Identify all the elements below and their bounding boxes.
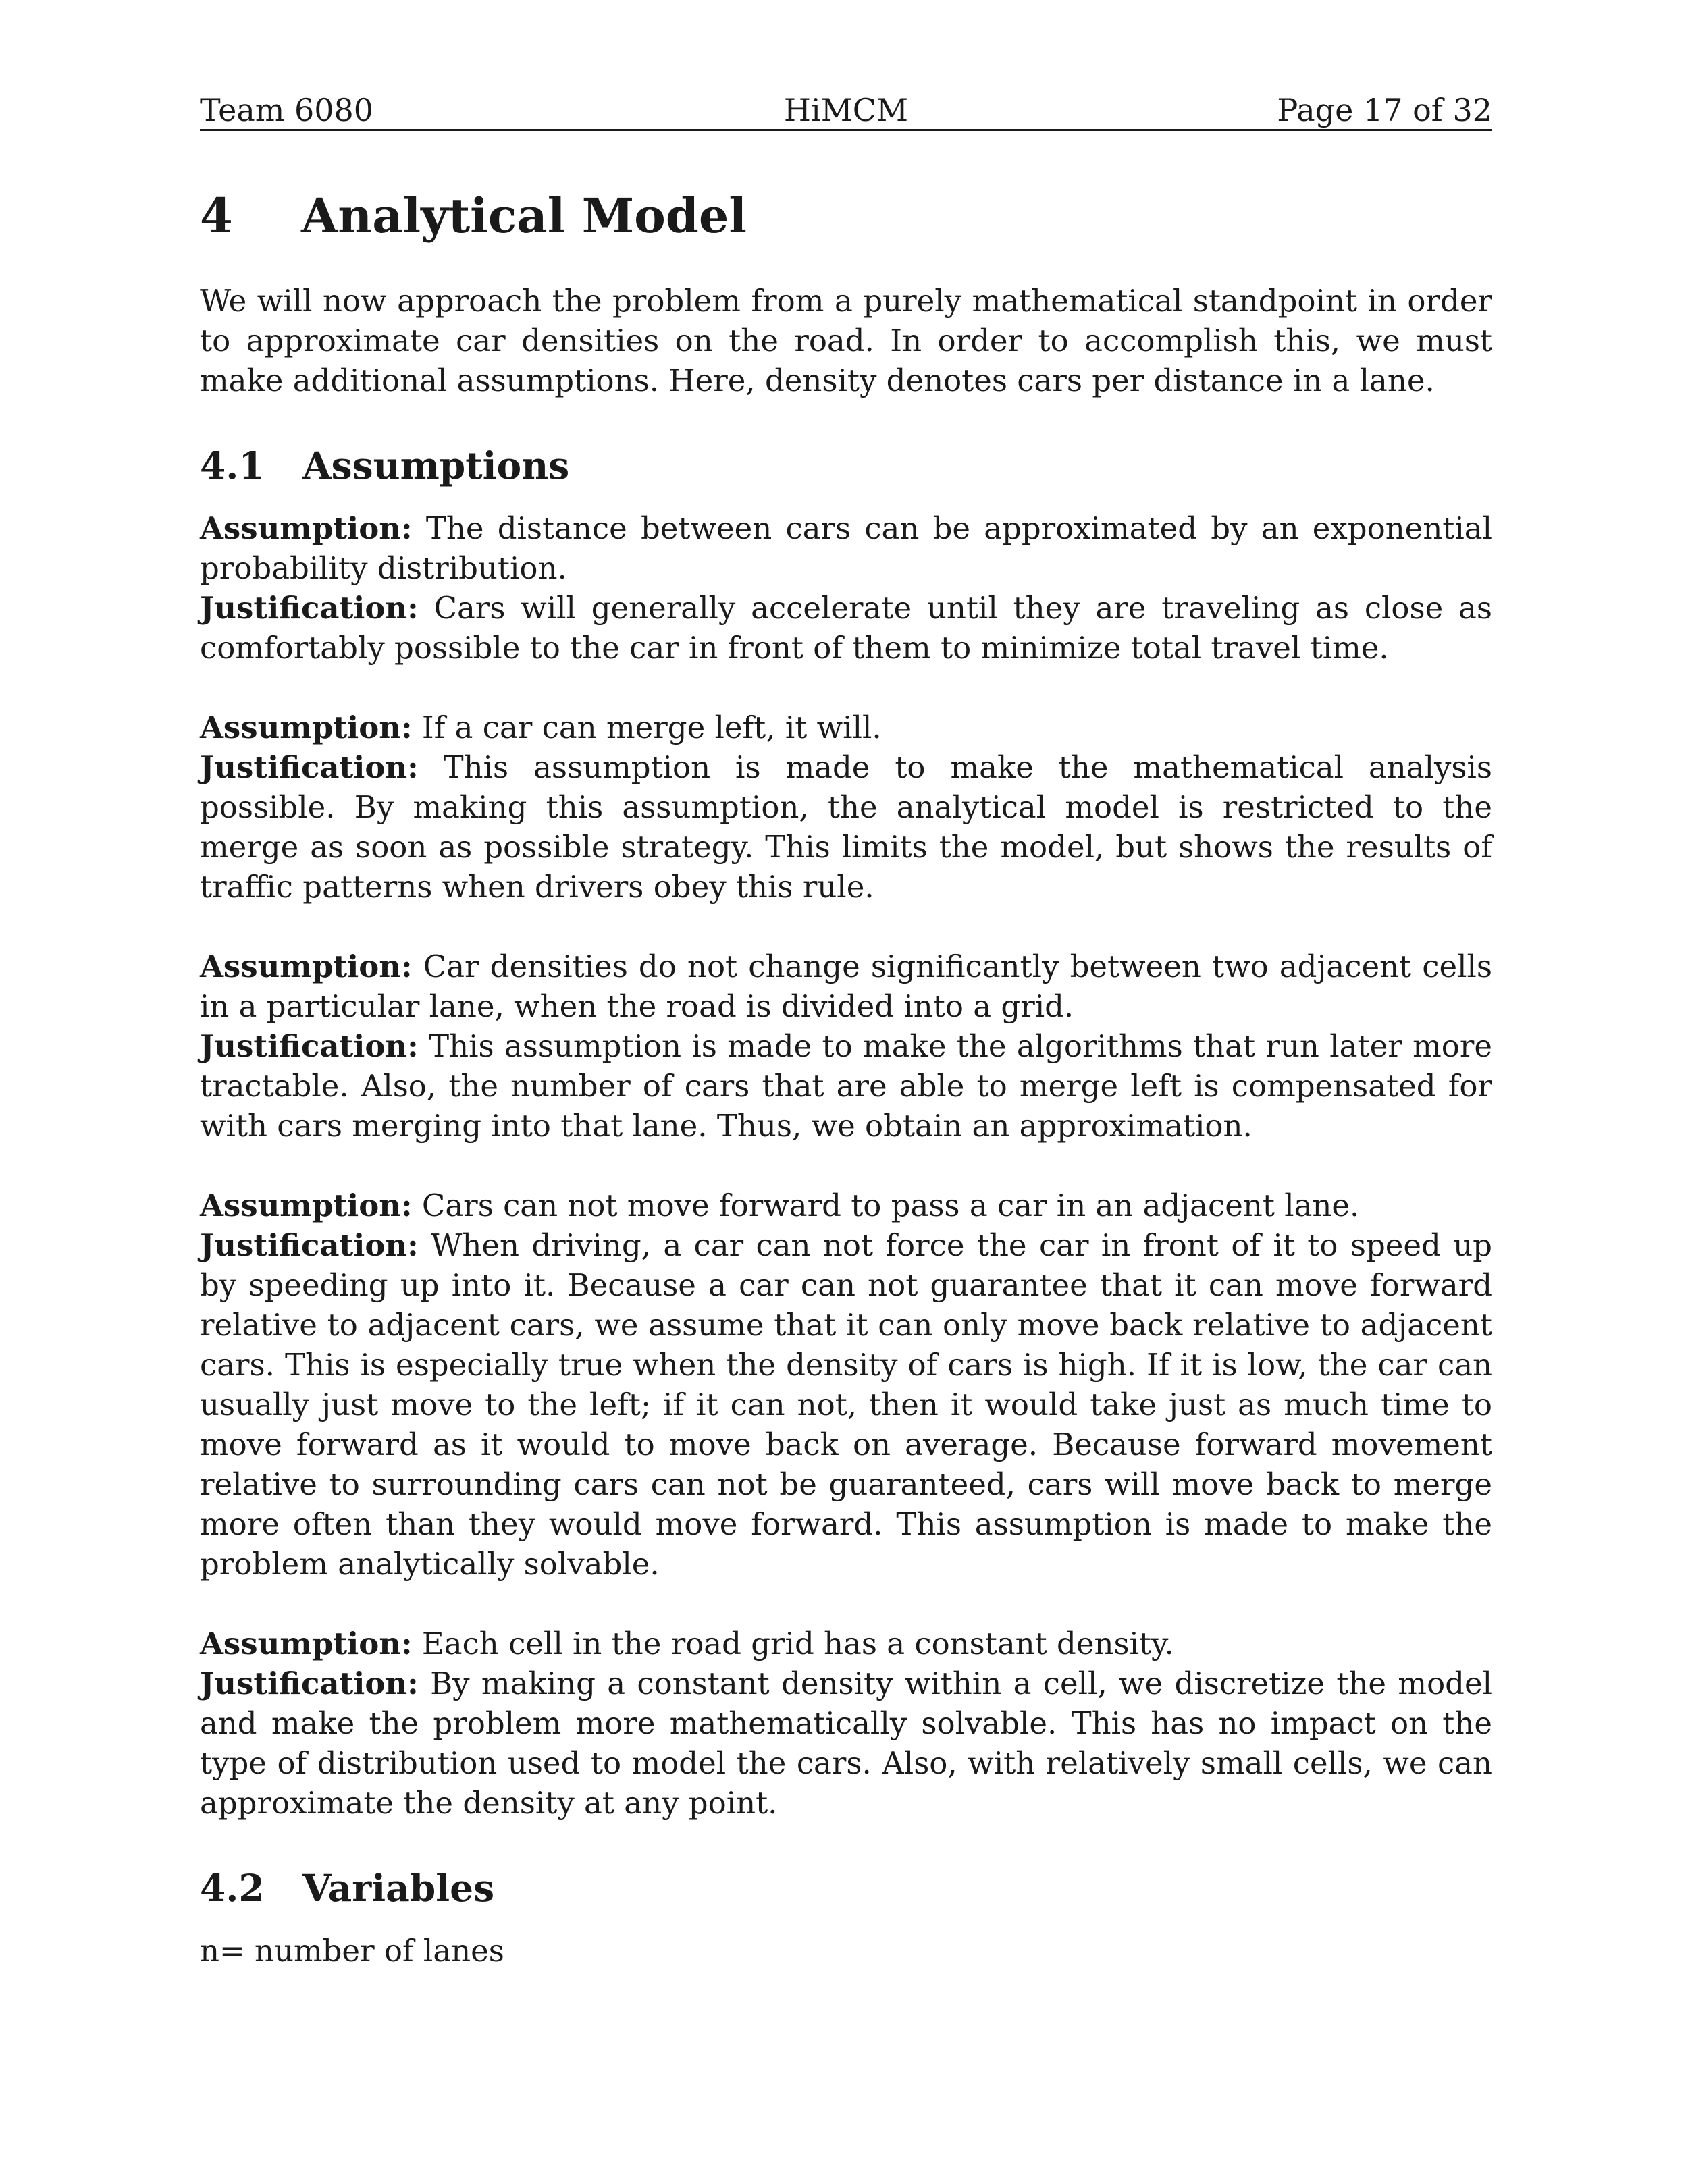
subsection-title: Variables (302, 1866, 495, 1910)
subsection-heading-variables (200, 1865, 1492, 1912)
assumption-label: Assumption: (200, 1626, 413, 1661)
assumption-label: Assumption: (200, 949, 413, 984)
assumption-block (200, 508, 1492, 668)
justification-label: Justification: (200, 749, 419, 785)
justification-body: By making a constant density within a cell, we discretize the model and make the problem more mathematically solvable. This has no impact on the type of distribution used to model the cars. Also, with relatively small cells, we can approximate the density at any point. (200, 1666, 1492, 1821)
justification-body: Cars will generally accelerate until they are traveling as close as comfortably possible to the car in front of them to minimize total travel time. (200, 590, 1492, 666)
justification-text (200, 1026, 1492, 1146)
section-intro-paragraph: We will now approach the problem from a purely mathematical standpoint in order to approximate car densities on the road. In order to accomplish this, we must make additional assumptions. Here, density denotes cars per distance in a lane. (200, 283, 1492, 398)
justification-text (200, 588, 1492, 668)
header-contest: HiMCM (783, 92, 909, 128)
running-header (200, 91, 1492, 131)
header-page-number: Page 17 of 32 (1277, 92, 1492, 128)
assumption-label: Assumption: (200, 510, 413, 546)
assumption-label: Assumption: (200, 710, 413, 745)
assumption-body: If a car can merge left, it will. (421, 710, 882, 745)
justification-label: Justification: (200, 1028, 419, 1064)
assumption-block (200, 1624, 1492, 1823)
assumption-body: The distance between cars can be approximated by an exponential probability distribution. (200, 510, 1492, 586)
page-content (200, 182, 1492, 1971)
assumption-block (200, 1186, 1492, 1584)
assumption-text (200, 1624, 1492, 1663)
section-title: Analytical Model (301, 188, 747, 244)
assumption-body: Cars can not move forward to pass a car in an adjacent lane. (421, 1188, 1360, 1223)
assumption-body: Car densities do not change significantly between two adjacent cells in a particular lane, when the road is divided into a grid. (200, 949, 1492, 1024)
assumption-block (200, 708, 1492, 907)
justification-text (200, 747, 1492, 907)
justification-text (200, 1225, 1492, 1584)
variable-definition: n= number of lanes (200, 1933, 504, 1969)
assumption-body: Each cell in the road grid has a constant density. (421, 1626, 1174, 1661)
justification-label: Justification: (200, 590, 419, 626)
assumption-block (200, 947, 1492, 1146)
header-team: Team 6080 (200, 92, 374, 128)
subsection-number: 4.1 (200, 444, 265, 487)
assumption-label: Assumption: (200, 1188, 413, 1223)
subsection-title: Assumptions (302, 444, 570, 487)
justification-body: This assumption is made to make the mathematical analysis possible. By making this assumption, the analytical model is restricted to the merge as soon as possible strategy. This limits the model, but shows the results of traffic patterns when drivers obey this rule. (200, 749, 1492, 905)
justification-text (200, 1663, 1492, 1823)
subsection-number: 4.2 (200, 1866, 265, 1910)
assumption-text (200, 708, 1492, 747)
section-number: 4 (200, 188, 233, 244)
justification-label: Justification: (200, 1666, 419, 1701)
assumption-text (200, 508, 1492, 588)
justification-body: When driving, a car can not force the car in front of it to speed up by speeding up into it. Because a car can not guarantee that it can move forward relative to adjacent cars, we assume that it can only move back relative to adjacent cars. This is especially true when the density of cars is high. If it is low, the car can usually just move to the left; if it can not, then it would take just as much time to move forward as it would to move back on average. Because forward movement relative to surrounding cars can not be guaranteed, cars will move back to merge more often than they would move forward. This assumption is made to make the problem analytically solvable. (200, 1227, 1492, 1582)
section-heading (200, 182, 1492, 250)
assumption-text (200, 1186, 1492, 1225)
assumption-text (200, 947, 1492, 1026)
justification-label: Justification: (200, 1227, 419, 1263)
justification-body: This assumption is made to make the algorithms that run later more tractable. Also, the number of cars that are able to merge left is compensated for with cars merging into that lane. Thus, we obtain an approximation. (200, 1028, 1492, 1144)
subsection-heading-assumptions (200, 442, 1492, 489)
